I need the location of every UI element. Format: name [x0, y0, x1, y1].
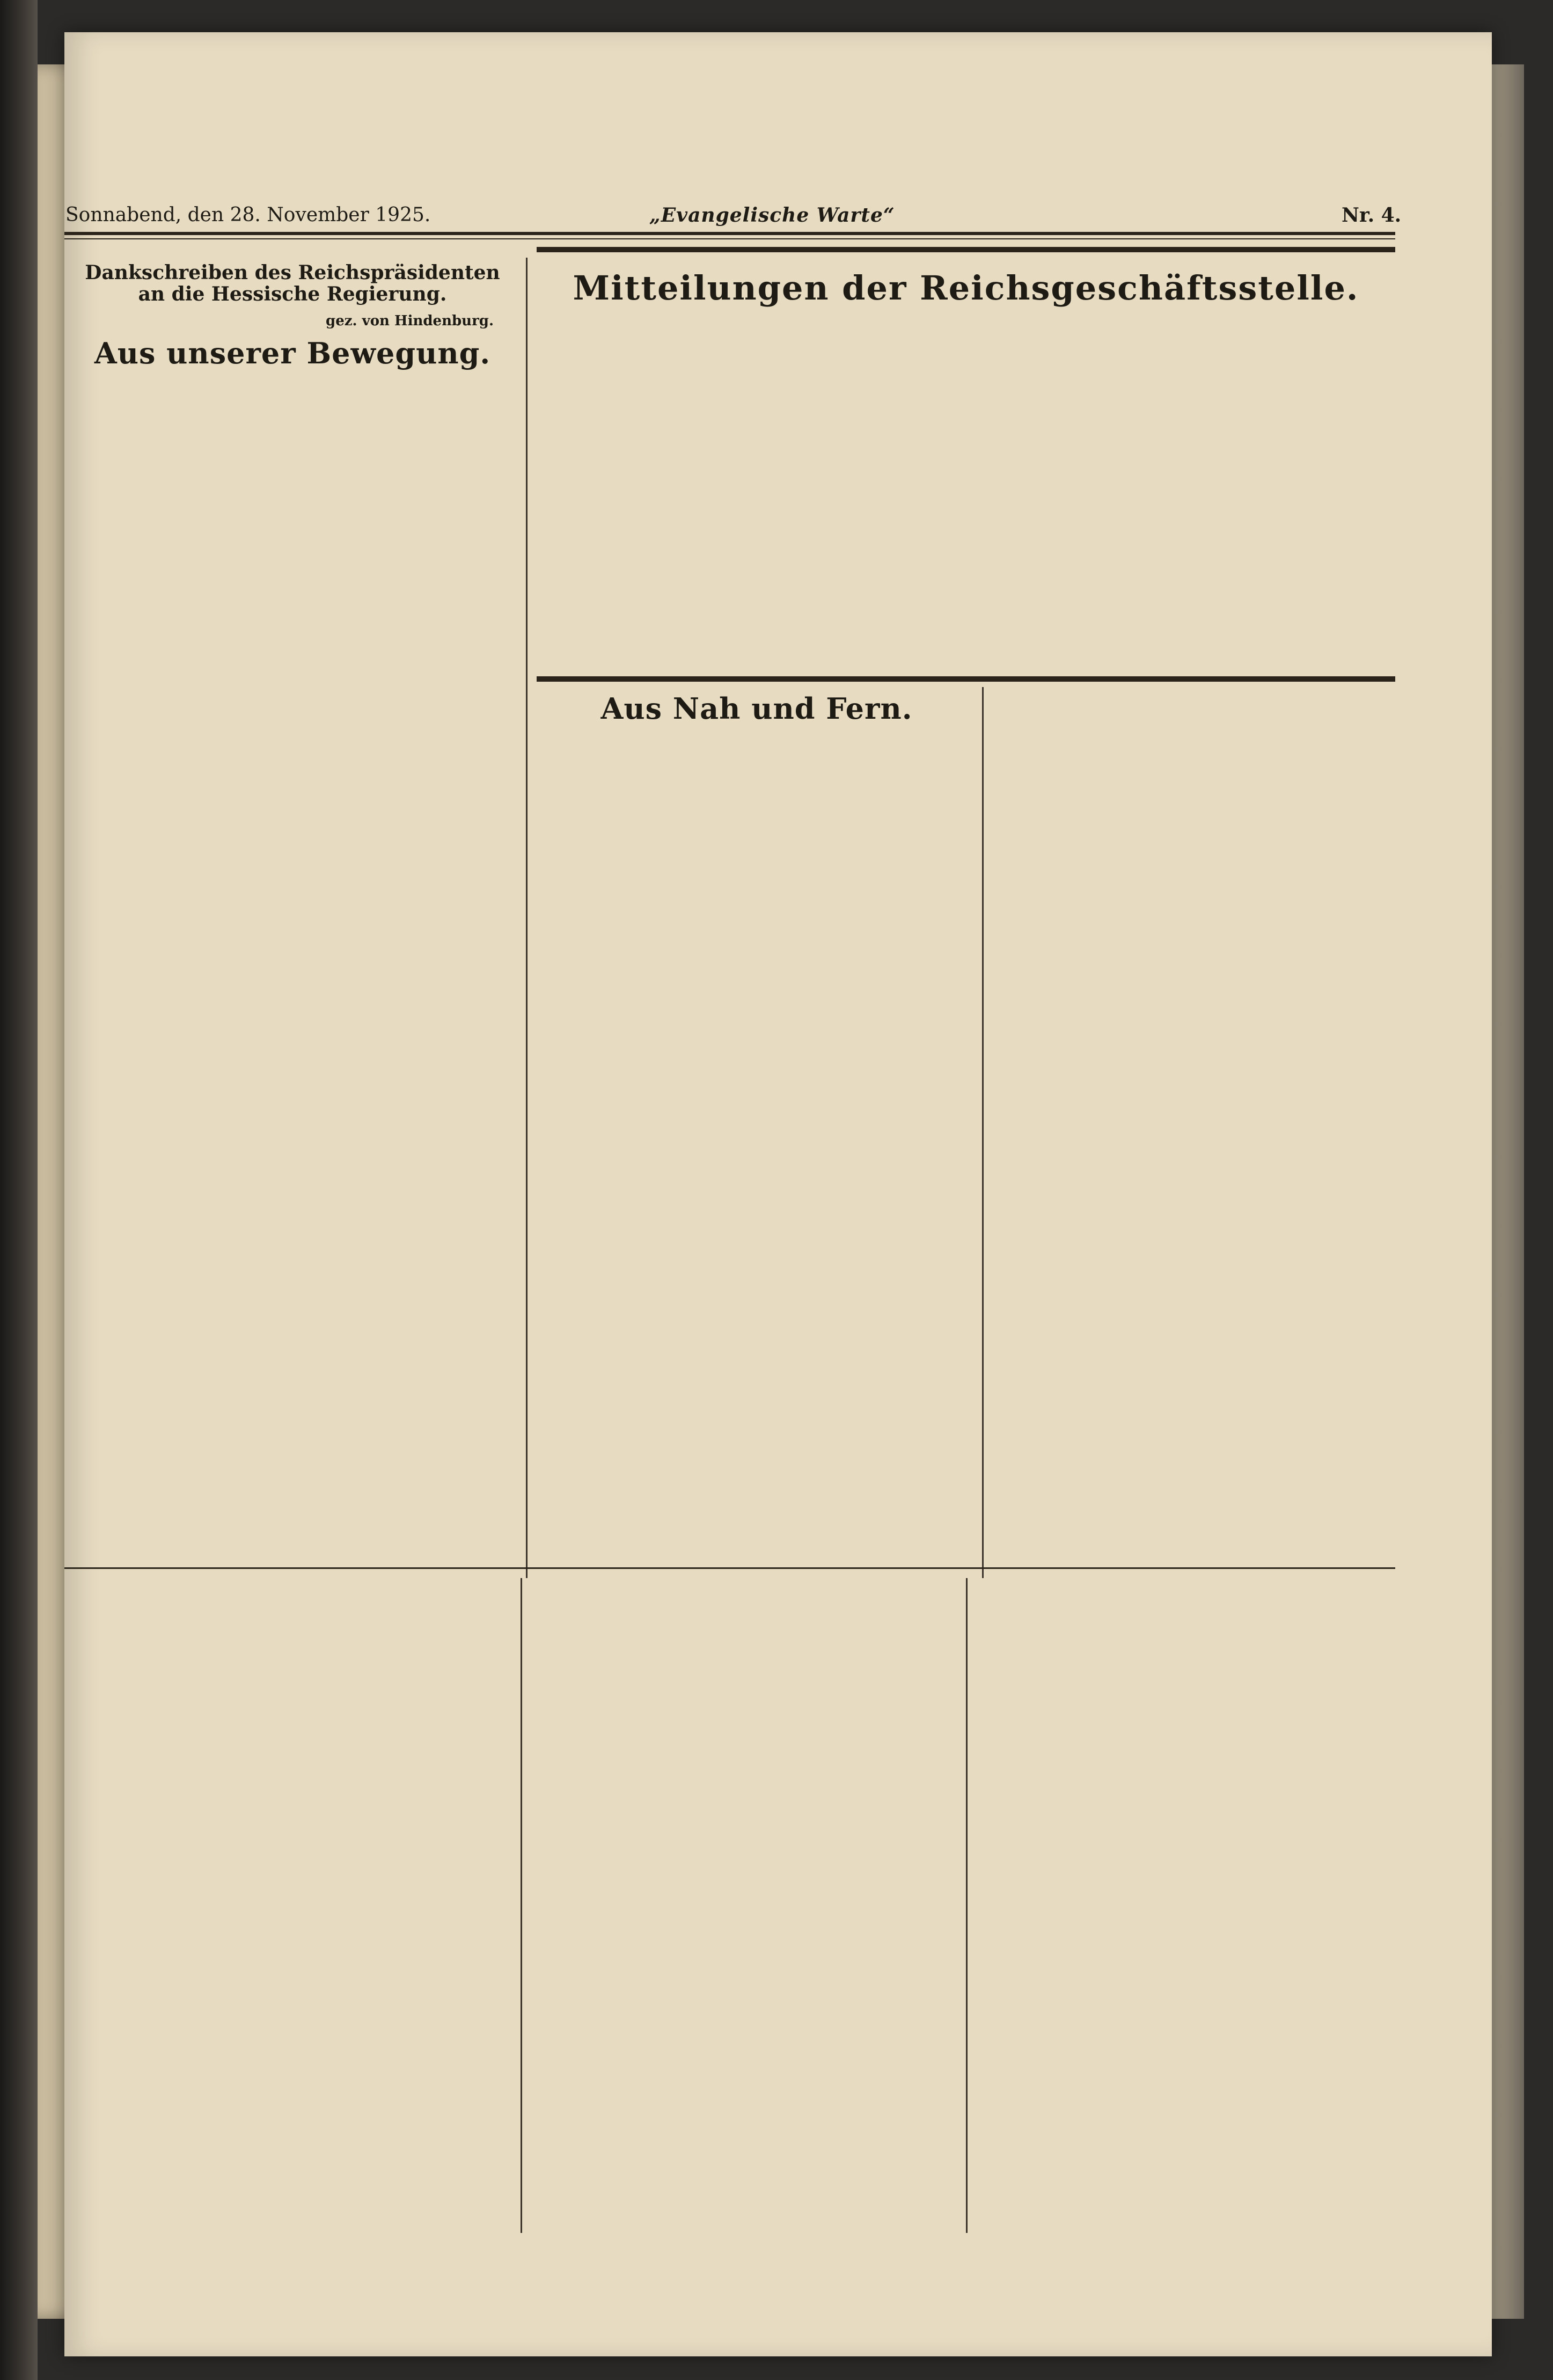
column-divider — [966, 1578, 968, 2233]
movement-heading: Aus unserer Bewegung. — [94, 336, 491, 370]
serial-column-3 — [977, 1578, 1395, 2244]
column-2 — [547, 687, 966, 1573]
masthead — [64, 204, 1492, 242]
issue-number: Nr. 4. — [1342, 204, 1402, 227]
masthead-rule — [64, 232, 1395, 235]
near-far-heading: Aus Nah und Fern. — [600, 691, 913, 726]
column-divider — [521, 1578, 522, 2233]
thanks-heading: Dankschreiben des Reichspräsidenten an die Hessische Regierung. — [85, 261, 500, 305]
column-3 — [993, 687, 1395, 1573]
section-rule — [64, 1567, 1395, 1569]
column-divider — [526, 258, 528, 1578]
issue-date: Sonnabend, den 28. November 1925. — [65, 204, 431, 226]
masthead-rule-thin — [64, 238, 1395, 239]
newspaper-title: „Evangelische Warte“ — [649, 204, 895, 227]
serial-column-2 — [531, 1578, 955, 2244]
book-spine — [0, 0, 38, 2380]
notice-box — [537, 247, 1395, 682]
page-stack-edge — [1492, 64, 1524, 2319]
serial-column-1 — [80, 1578, 510, 2244]
signature: gez. von Hindenburg. — [326, 313, 494, 329]
notice-heading: Mitteilungen der Reichsgeschäftsstelle. — [573, 268, 1359, 308]
column-1 — [70, 252, 515, 1583]
newspaper-page — [64, 32, 1492, 2356]
column-divider — [982, 687, 984, 1578]
